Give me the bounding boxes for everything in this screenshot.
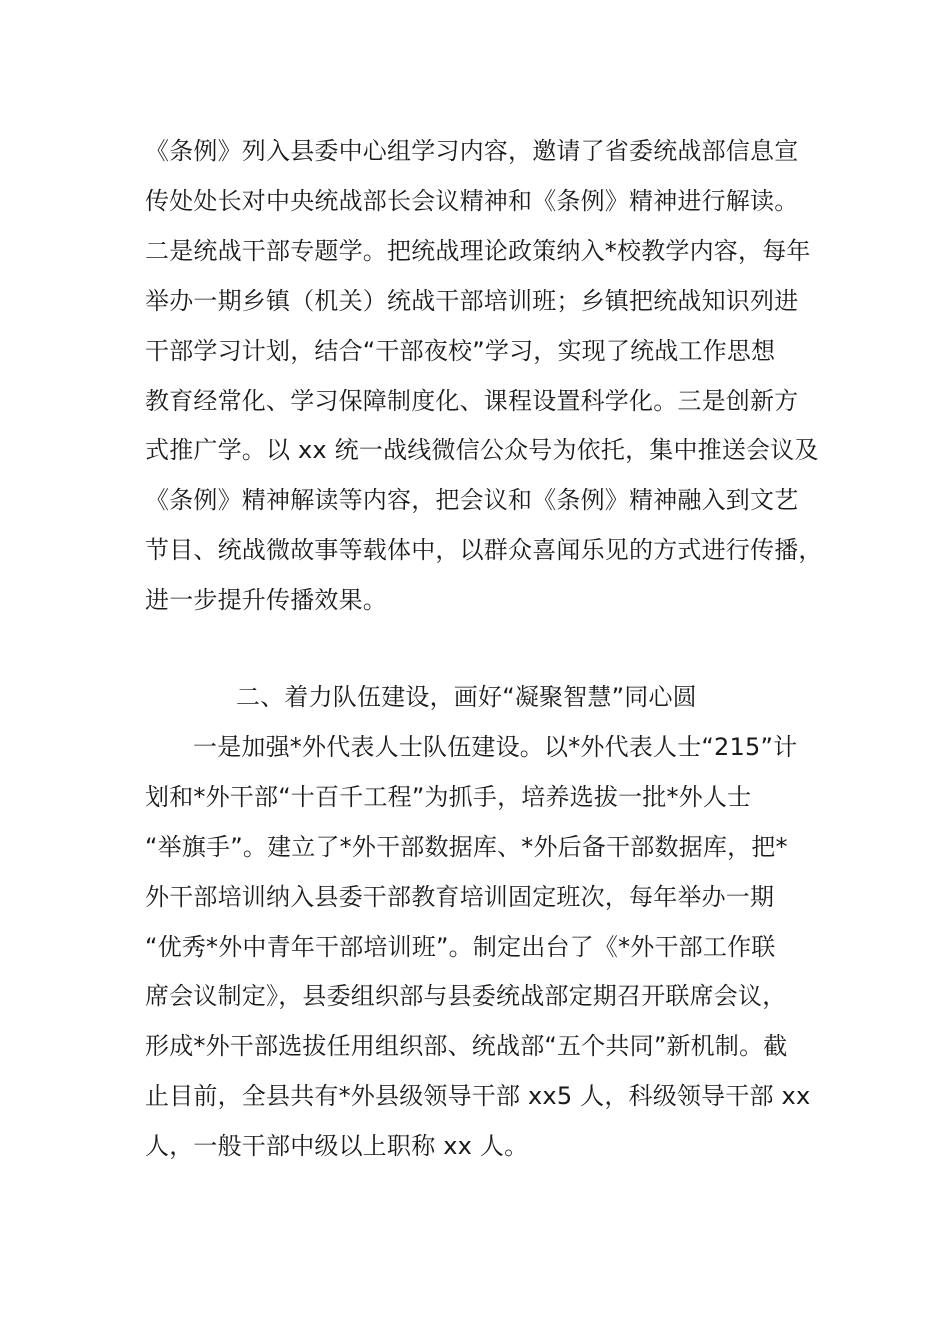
paragraph-line: 进一步提升传播效果。: [145, 586, 387, 614]
paragraph-line: 人，一般干部中级以上职称 xx 人。: [145, 1132, 529, 1160]
paragraph-line: 式推广学。以 xx 统一战线微信公众号为依托，集中推送会议及: [145, 436, 819, 464]
paragraph-line: 干部学习计划，结合“干部夜校”学习，实现了统战工作思想: [145, 337, 776, 365]
paragraph-line: 划和*外干部“十百千工程”为抓手，培养选拔一批*外人士: [145, 783, 752, 811]
paragraph-line: 教育经常化、学习保障制度化、课程设置科学化。三是创新方: [145, 387, 799, 415]
paragraph-line: 席会议制定》，县委组织部与县委统战部定期召开联席会议，: [145, 982, 787, 1010]
paragraph-line: 举办一期乡镇（机关）统战干部培训班；乡镇把统战知识列进: [145, 287, 799, 315]
paragraph-line: “优秀*外中青年干部培训班”。制定出台了《*外干部工作联: [145, 933, 776, 961]
paragraph-line: 节目、统战微故事等载体中，以群众喜闻乐见的方式进行传播，: [145, 536, 823, 564]
paragraph-line: 《条例》精神解读等内容，把会议和《条例》精神融入到文艺: [145, 486, 799, 514]
paragraph-line: 《条例》列入县委中心组学习内容，邀请了省委统战部信息宣: [145, 137, 799, 165]
paragraph-line: “举旗手”。建立了*外干部数据库、*外后备干部数据库，把*: [145, 833, 788, 861]
paragraph-line: 二是统战干部专题学。把统战理论政策纳入*校教学内容，每年: [145, 237, 811, 265]
paragraph-line: 传处处长对中央统战部长会议精神和《条例》精神进行解读。: [145, 187, 799, 215]
paragraph-line: 外干部培训纳入县委干部教育培训固定班次，每年举办一期: [145, 883, 775, 911]
paragraph-line: 形成*外干部选拔任用组织部、统战部“五个共同”新机制。截: [145, 1032, 788, 1060]
paragraph-line: 一是加强*外代表人士队伍建设。以*外代表人士“215”计: [193, 733, 798, 761]
section-heading: 二、着力队伍建设，画好“凝聚智慧”同心圆: [236, 683, 697, 711]
paragraph-line: 止目前，全县共有*外县级领导干部 xx5 人，科级领导干部 xx: [145, 1082, 811, 1110]
